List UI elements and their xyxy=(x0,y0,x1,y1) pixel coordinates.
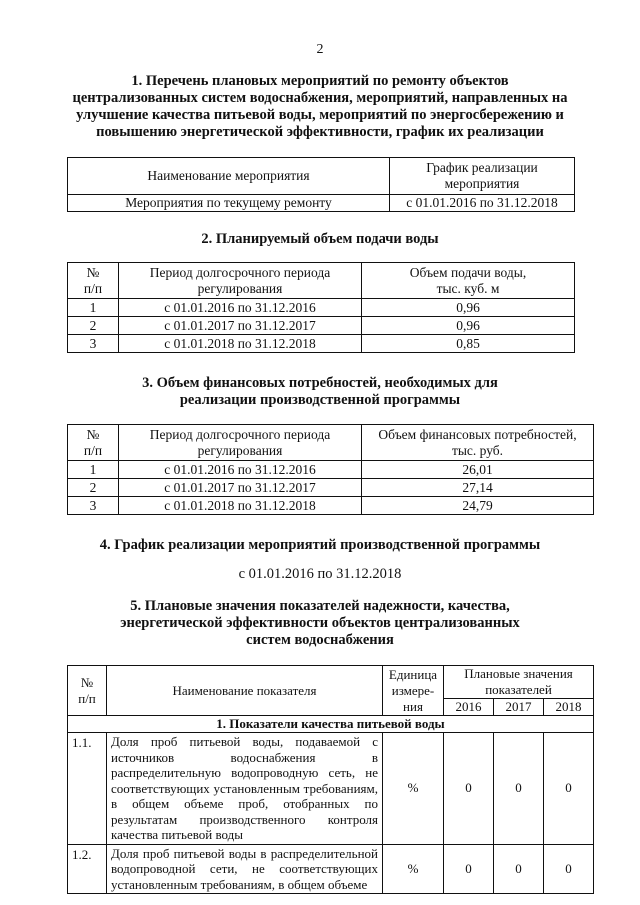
cell-value-2017: 0 xyxy=(493,733,543,845)
col-header-schedule xyxy=(390,158,575,195)
cell-period: с 01.01.2016 по 31.12.2016 xyxy=(119,461,362,479)
col-header-unit xyxy=(383,666,444,716)
cell-num: 1.2. xyxy=(68,844,107,894)
cell-num: 3 xyxy=(68,335,119,353)
cell-value: 27,14 xyxy=(362,479,594,497)
section5-table xyxy=(67,665,594,894)
col-header-year: 2017 xyxy=(493,699,543,716)
col-header-num-line: п/п xyxy=(78,690,96,706)
cell-value: 0,85 xyxy=(362,335,575,353)
col-header-plan xyxy=(444,666,594,699)
col-header-period-line: Период долгосрочного периода xyxy=(149,426,331,442)
col-header-period xyxy=(119,263,362,299)
col-header-schedule-line: мероприятия xyxy=(444,176,520,191)
col-header-value xyxy=(362,263,575,299)
col-header-unit-line: ния xyxy=(403,698,423,714)
cell-period: с 01.01.2018 по 31.12.2018 xyxy=(119,335,362,353)
cell-value-2018: 0 xyxy=(543,844,593,894)
section5-title-line: систем водоснабжения xyxy=(246,632,394,648)
section1-title-line: 1. Перечень плановых мероприятий по ремонту объектов xyxy=(131,73,509,89)
col-header-period-line: регулирования xyxy=(197,442,283,458)
col-header-num xyxy=(68,425,119,461)
cell-period: с 01.01.2016 по 31.12.2016 xyxy=(119,299,362,317)
cell-num: 1 xyxy=(68,461,119,479)
col-header-num xyxy=(68,263,119,299)
cell-value: 26,01 xyxy=(362,461,594,479)
table-row xyxy=(68,335,575,353)
cell-unit: % xyxy=(383,844,444,894)
section3-title xyxy=(0,375,640,409)
col-header-num-line: № xyxy=(80,674,94,690)
section3-title-line: 3. Объем финансовых потребностей, необходимых для xyxy=(142,375,498,391)
cell-activity-name: Мероприятия по текущему ремонту xyxy=(68,195,390,212)
cell-value-2016: 0 xyxy=(444,733,494,845)
cell-value-2016: 0 xyxy=(444,844,494,894)
col-header-num-line: п/п xyxy=(83,280,103,296)
table-row xyxy=(68,844,594,894)
cell-period: с 01.01.2018 по 31.12.2018 xyxy=(119,497,362,515)
table-row xyxy=(68,461,594,479)
col-header-num-line: № xyxy=(86,264,100,280)
section1-title-line: централизованных систем водоснабжения, мероприятий, направленных на xyxy=(72,90,568,106)
cell-activity-schedule: с 01.01.2016 по 31.12.2018 xyxy=(390,195,575,212)
col-header-plan-line: показателей xyxy=(485,682,552,697)
section4-title: 4. График реализации мероприятий производственной программы xyxy=(99,537,541,553)
col-header-period-line: регулирования xyxy=(197,280,283,296)
col-header-value-line: тыс. куб. м xyxy=(436,280,500,296)
section1-title-line: повышению энергетической эффективности, график их реализации xyxy=(96,124,544,140)
section5-title-line: 5. Плановые значения показателей надежности, качества, xyxy=(130,598,510,614)
cell-unit: % xyxy=(383,733,444,845)
cell-num: 2 xyxy=(68,317,119,335)
col-header-num-line: п/п xyxy=(83,442,103,458)
cell-value-2018: 0 xyxy=(543,733,593,845)
col-header-num xyxy=(68,666,107,716)
section3-title-line: реализации производственной программы xyxy=(179,392,461,408)
cell-value: 24,79 xyxy=(362,497,594,515)
section2-title: 2. Планируемый объем подачи воды xyxy=(201,231,439,247)
cell-period: с 01.01.2017 по 31.12.2017 xyxy=(119,317,362,335)
col-header-value-line: тыс. руб. xyxy=(451,442,504,458)
table-row xyxy=(68,317,575,335)
cell-num: 1.1. xyxy=(68,733,107,845)
section1-title-line: улучшение качества питьевой воды, мероприятий по энергосбережению и xyxy=(76,107,564,123)
cell-indicator-name: Доля проб питьевой воды в распределительной водопроводной сети, не соответствующих установленным требованиям, в общем объеме xyxy=(107,844,383,894)
col-header-period-line: Период долгосрочного периода xyxy=(149,264,331,280)
section1-table xyxy=(67,157,575,212)
cell-num: 1 xyxy=(68,299,119,317)
table-row xyxy=(68,733,594,845)
col-header-name: Наименование мероприятия xyxy=(68,158,390,195)
section3-table xyxy=(67,424,594,515)
col-header-value xyxy=(362,425,594,461)
section5-title xyxy=(0,598,640,649)
cell-num: 2 xyxy=(68,479,119,497)
col-header-value-line: Объем подачи воды, xyxy=(409,264,527,280)
table-row xyxy=(68,299,575,317)
section2-table xyxy=(67,262,575,353)
col-header-period xyxy=(119,425,362,461)
cell-value: 0,96 xyxy=(362,317,575,335)
col-header-year: 2018 xyxy=(543,699,593,716)
cell-indicator-name: Доля проб питьевой воды, подаваемой с источников водоснабжения в распределительную водопроводную сеть, не соответствующих установленным требованиям, в общем объеме проб, отобранных по результатам производственного контроля качества питьевой воды xyxy=(107,733,383,845)
col-header-year: 2016 xyxy=(444,699,494,716)
col-header-unit-line: измере- xyxy=(391,682,435,698)
page-number: 2 xyxy=(316,42,324,57)
col-header-indicator: Наименование показателя xyxy=(107,666,383,716)
group-header-quality: 1. Показатели качества питьевой воды xyxy=(68,716,594,733)
col-header-unit-line: Единица xyxy=(388,666,438,682)
cell-num: 3 xyxy=(68,497,119,515)
cell-value: 0,96 xyxy=(362,299,575,317)
col-header-num-line: № xyxy=(86,426,100,442)
section1-title xyxy=(0,73,640,141)
col-header-value-line: Объем финансовых потребностей, xyxy=(378,426,577,442)
table-row xyxy=(68,479,594,497)
cell-value-2017: 0 xyxy=(493,844,543,894)
section5-title-line: энергетической эффективности объектов централизованных xyxy=(120,615,520,631)
table-row xyxy=(68,497,594,515)
section4-schedule: с 01.01.2016 по 31.12.2018 xyxy=(238,566,402,582)
cell-period: с 01.01.2017 по 31.12.2017 xyxy=(119,479,362,497)
col-header-plan-line: Плановые значения xyxy=(464,666,573,681)
col-header-schedule-line: График реализации xyxy=(426,160,538,175)
